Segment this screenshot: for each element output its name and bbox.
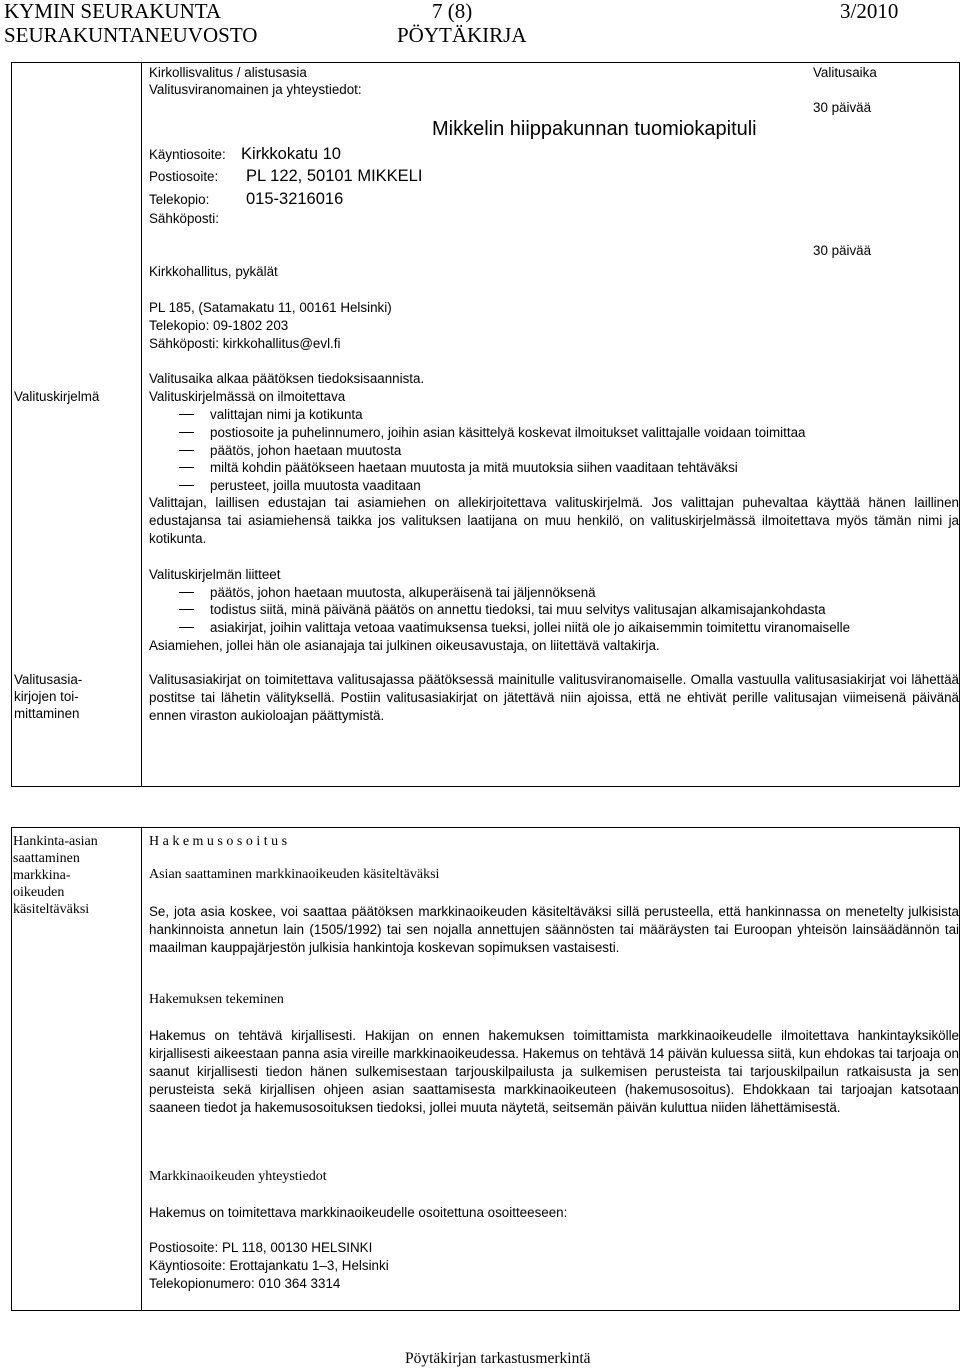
column-divider (141, 62, 142, 787)
appeal-type: Kirkollisvalitus / alistusasia (149, 65, 307, 80)
minutes-review-note: Pöytäkirjan tarkastusmerkintä (405, 1350, 591, 1367)
dash-bullet (179, 627, 194, 628)
fax-label: Telekopio: (149, 192, 210, 207)
procurement-side-label: Hankinta-asian saattaminen markkina- oikeuden käsiteltäväksi (13, 834, 98, 917)
procurement-paragraph-3: Hakemus on toimitettava markkinaoikeudelle osoitettuna osoitteeseen: (149, 1205, 568, 1220)
valituskirjelma-side-label: Valituskirjelmä (14, 389, 100, 404)
post-address-label: Postiosoite: (149, 169, 219, 184)
page-number: 7 (8) (432, 0, 473, 23)
org-name: KYMIN SEURAKUNTA (4, 0, 222, 23)
procurement-subtitle-1: Asian saattaminen markkinaoikeuden käsiteltäväksi (149, 867, 440, 882)
appeal-authority-heading: Valitusviranomainen ja yhteystiedot: (149, 82, 362, 97)
email-label: Sähköposti: (149, 211, 219, 226)
appeal-time-heading: Valitusaika (813, 65, 877, 80)
body-name: SEURAKUNTANEUVOSTO (4, 23, 258, 47)
appeal-authority-name: Mikkelin hiippakunnan tuomiokapituli (432, 118, 757, 140)
fax-value: 015-3216016 (246, 190, 344, 208)
appeal-time-days-2: 30 päivää (813, 243, 872, 258)
dash-bullet (179, 609, 194, 610)
dash-bullet (179, 485, 194, 486)
market-court-visit-address: Käyntiosoite: Erottajankatu 1–3, Helsinki (149, 1258, 389, 1273)
dash-bullet (179, 414, 194, 415)
market-court-post-address: Postiosoite: PL 118, 00130 HELSINKI (149, 1240, 373, 1255)
column-divider (141, 827, 142, 1311)
delivery-side-label: Valitusasia- kirjojen toi- mittaminen (14, 672, 83, 721)
dash-bullet (179, 467, 194, 468)
attachments-heading: Valituskirjelmän liitteet (149, 567, 281, 582)
kirkkohallitus-heading: Kirkkohallitus, pykälät (149, 264, 278, 279)
dash-bullet (179, 450, 194, 451)
procurement-title: H a k e m u s o s o i t u s (149, 834, 288, 849)
attorney-note: Asiamiehen, jollei hän ole asianajaja tai julkinen oikeusavustaja, on liitettävä valtakirja. (149, 638, 660, 653)
post-address-value: PL 122, 50101 MIKKELI (246, 167, 423, 185)
procurement-paragraph-2: Hakemus on tehtävä kirjallisesti. Hakijan on ennen hakemuksen toimittamista markkinaoikeudelle ilmoitettava hankintayksikölle kirjallisesti aikeestaan panna asia vireille markkinaoikeudessa. Hakemus on tehtävä 14 päivän kuluessa siitä, kun ehdokas tai tarjoaja on saanut kirjallisesti tiedon hänen sulkemisestaan tarjouskilpailusta ja sulkemisen perusteista tai tarjouskilpailun ratkaisusta ja sen perusteista sekä kirjallisen ohjeen asian saattamisesta markkinaoikeuteen (hakemusosoitus). Ehdokkaan tai tarjoajan katsotaan saaneen tiedot ja hakemusosoituksen tiedoksi, jollei muuta näytetä, seitsemän päivän kuluttua niiden lähettämisestä. (149, 1028, 959, 1115)
procurement-subtitle-2: Hakemuksen tekeminen (149, 992, 284, 1007)
market-court-fax: Telekopionumero: 010 364 3314 (149, 1276, 341, 1291)
kirkkohallitus-fax: Telekopio: 09-1802 203 (149, 318, 289, 333)
document-number: 3/2010 (840, 0, 899, 23)
appeal-time-days-1: 30 päivää (813, 100, 872, 115)
delivery-paragraph: Valitusasiakirjat on toimitettava valitusajassa päätöksessä mainitulle valitusviranomaiselle. Omalla vastuulla valitusasiakirjat voi lähettää postitse tai lähetin välityksellä. Postiin valitusasiakirjat on jätettävä niin ajoissa, että ne ehtivät perille valitusajan viimeisenä päivänä ennen viraston aukioloajan päättymistä. (149, 672, 959, 723)
dash-bullet (179, 432, 194, 433)
appeal-time-start-note: Valitusaika alkaa päätöksen tiedoksisaannista. (149, 371, 425, 386)
valituskirjelma-intro: Valituskirjelmässä on ilmoitettava (149, 389, 346, 404)
dash-bullet (179, 592, 194, 593)
document-type: PÖYTÄKIRJA (397, 23, 527, 47)
procurement-subtitle-3: Markkinaoikeuden yhteystiedot (149, 1169, 327, 1184)
visit-address-label: Käyntiosoite: (149, 147, 226, 162)
signature-paragraph: Valittajan, laillisen edustajan tai asiamiehen on allekirjoitettava valituskirjelmä. Jos valittajan puhevaltaa käyttää hänen laillinen edustajansa tai asiamiehensä taikka jos valituksen laatijana on muu henkilö, on valituskirjelmässä ilmoitettava myös tämän nimi ja kotikunta. (149, 495, 959, 546)
visit-address-value: Kirkkokatu 10 (241, 145, 341, 163)
procurement-paragraph-1: Se, jota asia koskee, voi saattaa päätöksen markkinaoikeuden käsiteltäväksi sillä perusteella, että hankinnassa on menetelty julkisista hankinnoista annetun lain (1505/1992) tai sen nojalla annettujen säännösten tai määräysten tai Euroopan yhteisön lainsäädännön tai maailman kauppajärjestön julkisia hankintoja koskevan sopimuksen vastaisesti. (149, 904, 959, 955)
kirkkohallitus-address: PL 185, (Satamakatu 11, 00161 Helsinki) (149, 300, 392, 315)
kirkkohallitus-email: Sähköposti: kirkkohallitus@evl.fi (149, 336, 341, 351)
